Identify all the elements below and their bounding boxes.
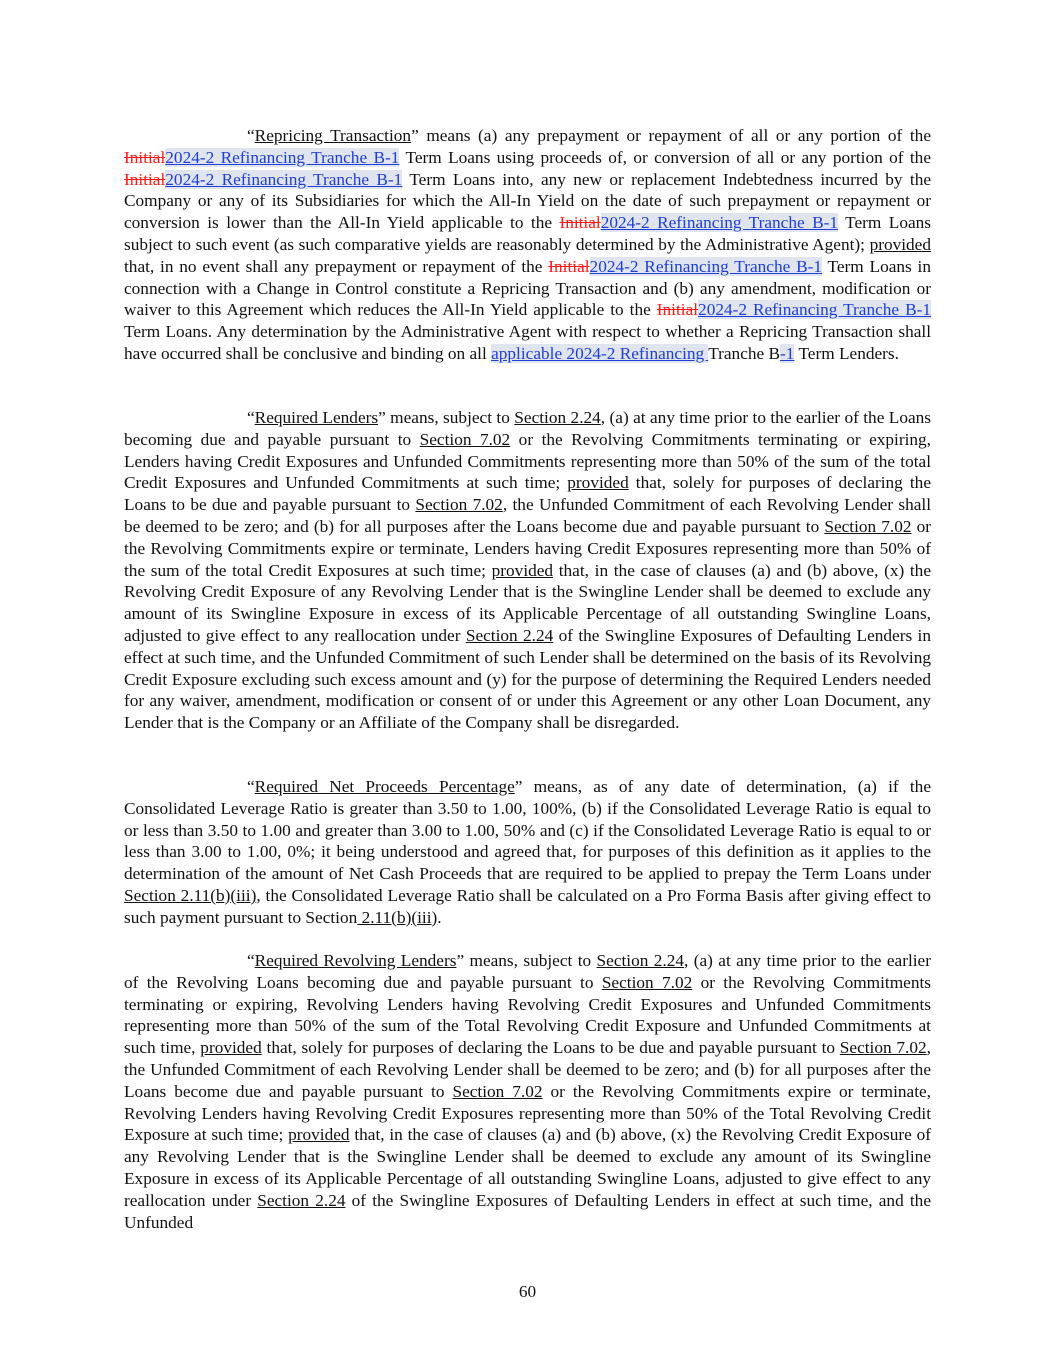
- provided-term: provided: [567, 473, 629, 493]
- deleted-text: Initial: [124, 169, 166, 189]
- definition-required-net-proceeds-percentage: “Required Net Proceeds Percentage” means, as of any date of determination, (a) if the Consolidated Leverage Ratio is greater than 3.50 to 1.00, 100%, (b) if the Consolidated Leverage Ratio is equal to or less than 3.50 to 1.00 and greater than 3.00 to 1.00, 50% and (c) if the Consolidated Leverage Ratio is equal to or less than 3.00 to 1.00, 0%; it being understood and agreed that, for purposes of this definition as it applies to the determination of the amount of Net Cash Proceeds that are required to be applied to prepay the Term Loans under Section 2.11(b)(iii), the Consolidated Leverage Ratio shall be calculated on a Pro Forma Basis after giving effect to such payment pursuant to Section 2.11(b)(iii).: [124, 777, 932, 927]
- inserted-text: applicable 2024-2 Refinancing: [491, 343, 709, 363]
- section-reference: Section 2.24: [465, 625, 554, 645]
- definition-repricing-transaction: “Repricing Transaction” means (a) any prepayment or repayment of all or any portion of the Initial2024-2 Refinancing Tranche B-1 Term Loans using proceeds of, or conversion of all or any portion of the Initial2024-2 Refinancing Tranche B-1 Term Loans into, any new or replacement Indebtedness incurred by the Company or any of its Subsidiaries for which the All-In Yield on the date of such prepayment or repayment or conversion is lower than the All-In Yield applicable to the Initial2024-2 Refinancing Tranche B-1 Term Loans subject to such event (as such comparative yields are reasonably determined by the Administrative Agent); provided that, in no event shall any prepayment or repayment of the Initial2024-2 Refinancing Tranche B-1 Term Loans in connection with a Change in Control constitute a Repricing Transaction and (b) any amendment, modification or waiver to this Agreement which reduces the All-In Yield applicable to the Initial2024-2 Refinancing Tranche B-1 Term Loans. Any determination by the Administrative Agent with respect to whether a Repricing Transaction shall have occurred shall be conclusive and binding on all applicable 2024-2 Refinancing Tranche B-1 Term Lenders.: [124, 126, 932, 363]
- inserted-text: 2024-2 Refinancing Tranche B-1: [589, 256, 822, 276]
- section-reference: 2.11(b)(iii): [357, 907, 438, 927]
- inserted-text: -1: [780, 343, 795, 363]
- definition-required-revolving-lenders: “Required Revolving Lenders” means, subject to Section 2.24, (a) at any time prior to the earlier of the Revolving Loans becoming due and payable pursuant to Section 7.02 or the Revolving Commitments terminating or expiring, Revolving Lenders having Revolving Credit Exposures and Unfunded Commitments representing more than 50% of the sum of the Total Revolving Credit Exposure and Unfunded Commitments at such time, provided that, solely for purposes of declaring the Loans to be due and payable pursuant to Section 7.02, the Unfunded Commitment of each Revolving Lender shall be deemed to be zero; and (b) for all purposes after the Loans become due and payable pursuant to Section 7.02 or the Revolving Commitments expire or terminate, Revolving Lenders having Revolving Credit Exposures representing more than 50% of the Total Revolving Credit Exposure at such time; provided that, in the case of clauses (a) and (b) above, (x) the Revolving Credit Exposure of any Revolving Lender that is the Swingline Lender shall be deemed to exclude any amount of its Swingline Exposure in excess of its Applicable Percentage of all outstanding Swingline Loans, adjusted to give effect to any reallocation under Section 2.24 of the Swingline Exposures of Defaulting Lenders in effect at such time, and the Unfunded: [124, 951, 932, 1232]
- definition-required-lenders: “Required Lenders” means, subject to Section 2.24, (a) at any time prior to the earlier of the Loans becoming due and payable pursuant to Section 7.02 or the Revolving Commitments terminating or expiring, Lenders having Credit Exposures and Unfunded Commitments representing more than 50% of the sum of the total Credit Exposures and Unfunded Commitments at such time; provided that, solely for purposes of declaring the Loans to be due and payable pursuant to Section 7.02, the Unfunded Commitment of each Revolving Lender shall be deemed to be zero; and (b) for all purposes after the Loans become due and payable pursuant to Section 7.02 or the Revolving Commitments expire or terminate, Lenders having Credit Exposures representing more than 50% of the sum of the total Credit Exposures at such time; provided that, in the case of clauses (a) and (b) above, (x) the Revolving Credit Exposure of any Revolving Lender that is the Swingline Lender shall be deemed to exclude any amount of its Swingline Exposure in excess of its Applicable Percentage of all outstanding Swingline Loans, adjusted to give effect to any reallocation under Section 2.24 of the Swingline Exposures of Defaulting Lenders in effect at such time, and the Unfunded Commitment of such Lender shall be determined on the basis of its Revolving Credit Exposure excluding such excess amount and (y) for the purpose of determining the Required Lenders needed for any waiver, amendment, modification or consent of or under this Agreement or any other Loan Document, any Lender that is the Company or an Affiliate of the Company shall be disregarded.: [124, 408, 932, 733]
- section-reference: Section 7.02: [452, 1081, 543, 1101]
- provided-term: provided: [200, 1038, 262, 1058]
- section-reference: Section 7.02: [415, 495, 503, 515]
- defined-term: Required Lenders: [254, 408, 379, 427]
- section-reference: Section 7.02: [824, 516, 912, 536]
- section-reference: Section 7.02: [601, 972, 693, 992]
- defined-term: Required Revolving Lenders: [254, 951, 457, 970]
- deleted-text: Initial: [548, 256, 590, 276]
- provided-term: provided: [288, 1125, 350, 1145]
- defined-term: Repricing Transaction: [254, 126, 412, 145]
- section-reference: Section 2.11(b)(iii): [124, 885, 257, 905]
- deleted-text: Initial: [559, 213, 601, 233]
- deleted-text: Initial: [124, 147, 166, 167]
- section-reference: Section 7.02: [419, 429, 511, 449]
- defined-term: Required Net Proceeds Percentage: [254, 777, 515, 796]
- inserted-text: 2024-2 Refinancing Tranche B-1: [600, 213, 839, 233]
- inserted-text: 2024-2 Refinancing Tranche B-1: [698, 300, 932, 320]
- provided-term: provided: [869, 234, 931, 254]
- section-reference: Section 2.24: [514, 408, 601, 427]
- section-reference: Section 7.02: [839, 1038, 927, 1058]
- section-reference: Section 2.24: [596, 951, 684, 970]
- inserted-text: 2024-2 Refinancing Tranche B-1: [165, 169, 403, 189]
- deleted-text: Initial: [656, 300, 699, 320]
- provided-term: provided: [491, 560, 554, 580]
- section-reference: Section 2.24: [257, 1190, 346, 1210]
- page-number: 60: [518, 1282, 537, 1301]
- inserted-text: 2024-2 Refinancing Tranche B-1: [165, 147, 400, 167]
